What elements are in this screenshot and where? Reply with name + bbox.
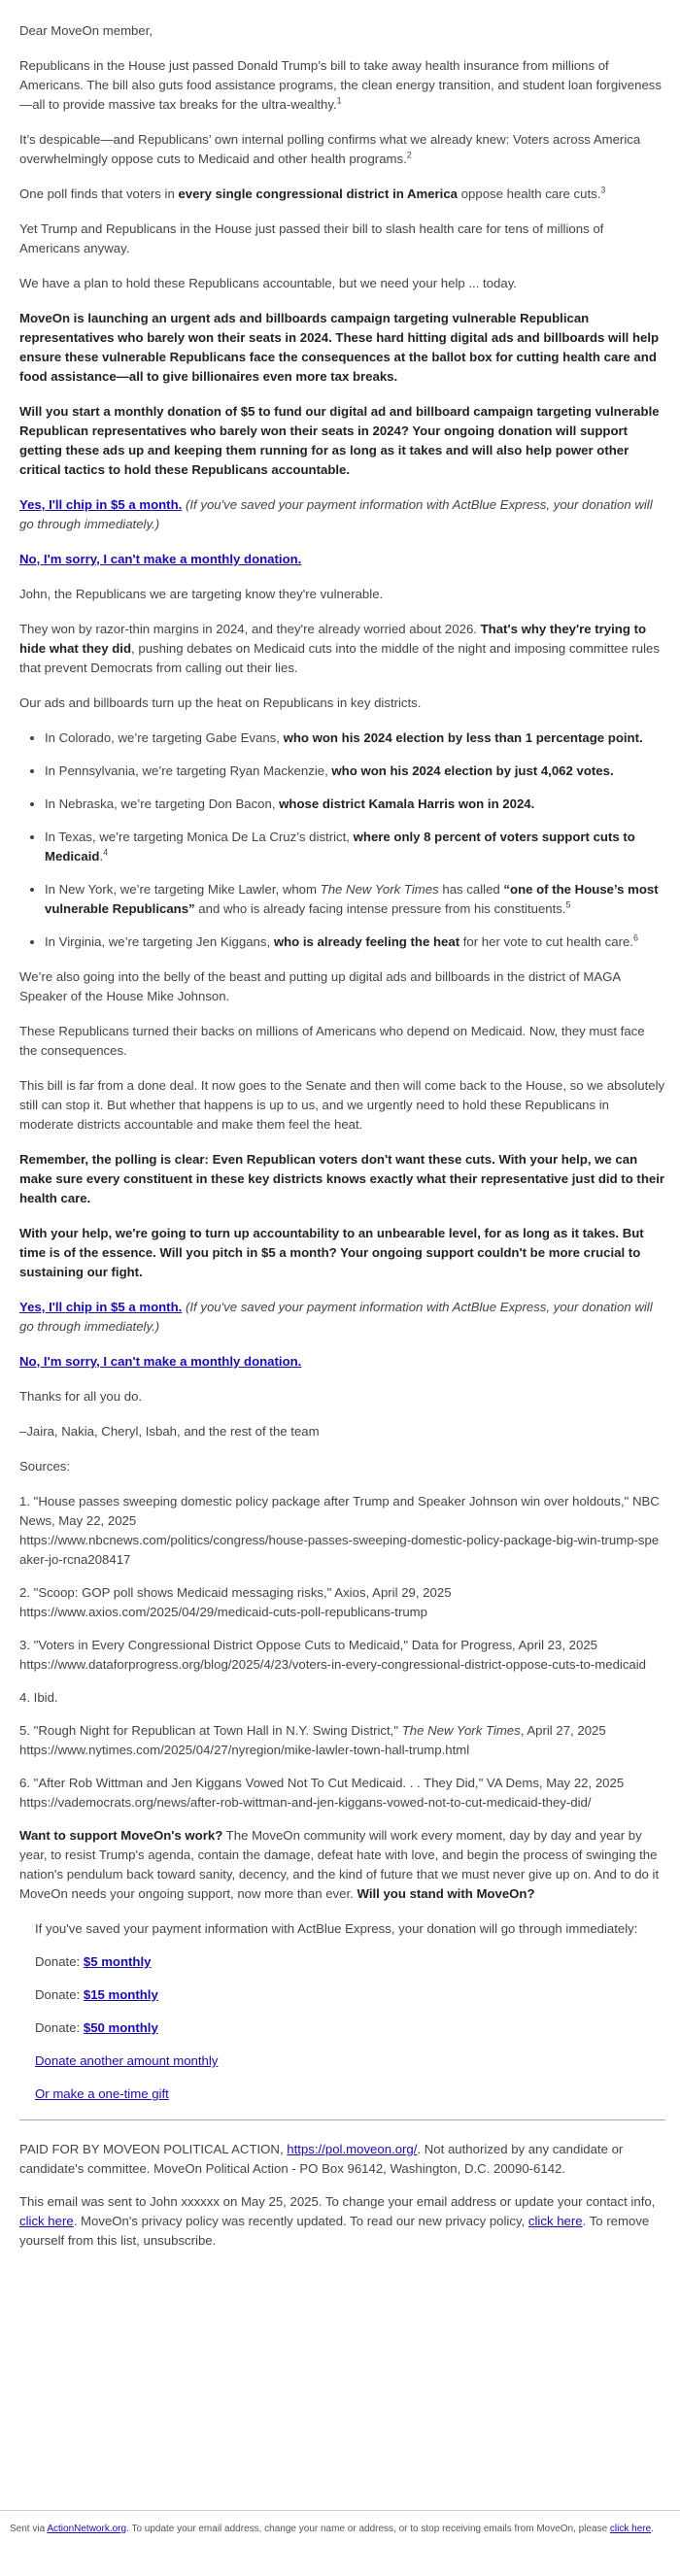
emphasis: Want to support MoveOn's work? <box>19 1828 223 1843</box>
text: One poll finds that voters in <box>19 186 179 201</box>
text: . MoveOn's privacy policy was recently updated. To read our new privacy policy, <box>73 2214 528 2228</box>
text: for her vote to cut health care. <box>459 934 633 949</box>
list-item <box>45 729 665 748</box>
footnote-ref: 3 <box>600 185 606 195</box>
footnote-ref: 5 <box>565 899 571 910</box>
paragraph-ask <box>19 402 665 480</box>
privacy-policy-link[interactable]: click here <box>527 2214 583 2228</box>
paragraph-support <box>19 1826 665 1904</box>
donate-row <box>35 1952 665 1972</box>
footnote-ref: 6 <box>632 932 638 943</box>
emphasis: where only 8 percent of voters support cuts to Medicaid <box>45 830 635 864</box>
source-text: 1. "House passes sweeping domestic policy package after Trump and Speaker Johnson win over holdouts," NBC News, May 22, 2025 <box>19 1494 660 1528</box>
text: In New York, we’re targeting Mike Lawler, whom <box>45 882 321 897</box>
donate-prefix: Donate: <box>35 2020 84 2035</box>
paragraph-text: It’s despicable—and Republicans’ own internal polling confirms what we already knew: Voters across America overwhelmingly oppose cuts to Medicaid and other health programs. <box>19 132 641 166</box>
donate-other-row <box>35 2051 665 2071</box>
text: Sent via <box>10 2524 48 2534</box>
source-text: 3. "Voters in Every Congressional District Oppose Cuts to Medicaid," Data for Progress, April 23, 2025 <box>19 1638 598 1652</box>
donate-5-monthly-link[interactable]: $5 monthly <box>83 1954 152 1969</box>
donate-15-monthly-link[interactable]: $15 monthly <box>83 1987 158 2002</box>
paragraph-accountability <box>19 1224 665 1282</box>
list-item <box>45 880 665 919</box>
emphasis: Will you stand with MoveOn? <box>357 1886 535 1901</box>
text: . <box>651 2524 654 2534</box>
emphasis: With your help, we're going to turn up accountability to an unbearable level, for as long as it takes. But time is of the essence. Will you pitch in $5 a month? Your ongoing support couldn't be more crucial to sustaining our fight. <box>19 1226 644 1279</box>
one-time-gift-link[interactable]: Or make a one-time gift <box>35 2086 169 2101</box>
list-item <box>45 795 665 814</box>
paragraph-polling <box>19 130 665 169</box>
text: The MoveOn community will work every moment, day by day and year by year, to resist Trump's agenda, contain the damage, defeat hate with love, and begin the process of swinging the nation's pendulum back toward sanity, decency, and the kind of future that we must never give up on. And to do it MoveOn needs your ongoing support, now more than ever. <box>19 1828 660 1901</box>
source-text: , April 27, 2025 <box>520 1723 606 1738</box>
moveon-pol-link[interactable]: https://pol.moveon.org/ <box>287 2142 418 2156</box>
paragraph-razor-thin <box>19 620 665 678</box>
paragraph-bill-passed <box>19 56 665 115</box>
source-item <box>19 1721 665 1760</box>
paid-for-disclaimer <box>19 2140 665 2179</box>
donate-row <box>35 1985 665 2005</box>
source-url: https://www.nytimes.com/2025/04/27/nyregion/mike-lawler-town-hall-trump.html <box>19 1743 470 1757</box>
signoff: –Jaira, Nakia, Cheryl, Isbah, and the rest of the team <box>19 1424 320 1439</box>
donate-amounts <box>35 1952 665 2038</box>
source-url: https://www.nbcnews.com/politics/congress/house-passes-sweeping-domestic-policy-package-big-win-trump-speaker-jo-rcna208417 <box>19 1533 660 1567</box>
emphasis: “one of the House’s most vulnerable Republicans” <box>45 882 659 916</box>
source-item <box>19 1583 665 1622</box>
email-footer <box>19 2140 665 2251</box>
text: . <box>99 849 104 864</box>
source-text: 2. "Scoop: GOP poll shows Medicaid messaging risks," Axios, April 29, 2025 <box>19 1585 452 1600</box>
emphasis: who won his 2024 election by less than 1 percentage point. <box>283 730 643 745</box>
source-text: 6. "After Rob Wittman and Jen Kiggans Vowed Not To Cut Medicaid. . . They Did," VA Dems, May 22, 2025 <box>19 1776 625 1790</box>
source-item <box>19 1492 665 1570</box>
emphasis: MoveOn is launching an urgent ads and billboards campaign targeting vulnerable Republican representatives who barely won their seats in 2024. These hard hitting digital ads and billboards will help ensure these vulnerable Republicans face the consequences at the ballot box for cutting health care and food assistance—all to give billionaires even more tax breaks. <box>19 311 660 384</box>
source-item <box>19 1774 665 1813</box>
paragraph-campaign <box>19 309 665 387</box>
source-text: 5. "Rough Night for Republican at Town Hall in N.Y. Swing District," <box>19 1723 402 1738</box>
footnote-ref: 2 <box>406 150 412 160</box>
email-notice <box>19 2192 665 2251</box>
no-donate-link[interactable]: No, I'm sorry, I can't make a monthly donation. <box>19 1354 302 1369</box>
cta-yes-line-2 <box>19 1298 665 1337</box>
divider <box>19 2119 665 2120</box>
publication: The New York Times <box>401 1723 521 1738</box>
paragraph-ads-intro: Our ads and billboards turn up the heat on Republicans in key districts. <box>19 695 422 710</box>
emphasis: Will you start a monthly donation of $5 to fund our digital ad and billboard campaign targeting vulnerable Republican representatives who barely won their seats in 2024? Your ongoing donation will support getting these ads up and keeping them running for as long as it takes and will also help power other critical tactics to hold these Republicans accountable. <box>19 404 660 477</box>
donate-prefix: Donate: <box>35 1954 84 1969</box>
publication: The New York Times <box>320 882 439 897</box>
text: oppose health care cuts. <box>458 186 601 201</box>
donate-prefix: Donate: <box>35 1987 84 2002</box>
emphasis: who won his 2024 election by just 4,062 votes. <box>331 763 614 778</box>
text: PAID FOR BY MOVEON POLITICAL ACTION, <box>19 2142 288 2156</box>
yes-donate-link[interactable]: Yes, I'll chip in $5 a month. <box>19 1300 183 1314</box>
text: has called <box>438 882 504 897</box>
cta-no-line-2 <box>19 1352 665 1372</box>
text: In Colorado, we’re targeting Gabe Evans, <box>45 730 284 745</box>
sources-list <box>19 1492 665 1813</box>
donate-onetime-row <box>35 2085 665 2104</box>
action-network-footer <box>0 2510 680 2536</box>
paragraph-text: Republicans in the House just passed Donald Trump’s bill to take away health insurance from millions of Americans. The bill also guts food assistance programs, the clean energy transition, and student loan forgiveness—all to provide massive tax breaks for the ultra-wealthy. <box>19 58 662 112</box>
paragraph-vulnerable: John, the Republicans we are targeting know they're vulnerable. <box>19 587 384 601</box>
donate-other-amount-link[interactable]: Donate another amount monthly <box>35 2053 219 2068</box>
list-item <box>45 932 665 952</box>
actblue-note: (If you've saved your payment information with ActBlue Express, your donation will go through immediately.) <box>19 1300 653 1334</box>
paragraph-poll-district <box>19 185 665 204</box>
paragraph-not-done: This bill is far from a done deal. It now goes to the Senate and then will come back to the House, so we absolutely still can stop it. But whether that happens is up to us, and we urgently need to hold these Republicans in moderate districts accountable and make them feel the heat. <box>19 1078 665 1132</box>
paragraph-plan: We have a plan to hold these Republicans accountable, but we need your help ... today. <box>19 276 517 290</box>
paragraph-consequences: These Republicans turned their backs on millions of Americans who depend on Medicaid. Now, they must face the consequences. <box>19 1024 645 1058</box>
source-url: https://www.dataforprogress.org/blog/2025/4/23/voters-in-every-congressional-district-oppose-cuts-to-medicaid <box>19 1657 647 1672</box>
text: In Virginia, we’re targeting Jen Kiggans, <box>45 934 274 949</box>
paragraph-passed-anyway: Yet Trump and Republicans in the House just passed their bill to slash health care for tens of millions of Americans anyway. <box>19 221 604 255</box>
cta-no-line <box>19 550 665 569</box>
greeting: Dear MoveOn member, <box>19 23 153 38</box>
emphasis: Remember, the polling is clear: Even Republican voters don't want these cuts. With your help, we can make sure every constituent in these key districts knows exactly what their representative just did to their health care. <box>19 1152 664 1205</box>
text: . To update your email address, change your name or address, or to stop receiving emails from MoveOn, please <box>126 2524 610 2534</box>
text: This email was sent to John xxxxxx on May 25, 2025. To change your email address or update your contact info, <box>19 2194 656 2209</box>
source-url: https://www.axios.com/2025/04/29/medicaid-cuts-poll-republicans-trump <box>19 1605 427 1619</box>
text: In Nebraska, we’re targeting Don Bacon, <box>45 797 280 811</box>
text: . Not authorized by any candidate or candidate's committee. MoveOn Political Action - PO Box 96142, Washington, D.C. 20090-6142. <box>19 2142 624 2176</box>
emphasis: every single congressional district in America <box>178 186 459 201</box>
no-donate-link[interactable]: No, I'm sorry, I can't make a monthly donation. <box>19 552 302 566</box>
text: , pushing debates on Medicaid cuts into the middle of the night and imposing committee rules that prevent Democrats from calling out their lies. <box>19 641 660 675</box>
cta-yes-line <box>19 495 665 534</box>
email-body <box>19 21 665 2264</box>
text: In Texas, we’re targeting Monica De La Cruz’s district, <box>45 830 354 844</box>
sources-label: Sources: <box>19 1459 71 1474</box>
source-item <box>19 1636 665 1675</box>
donate-box <box>35 1919 665 2104</box>
thanks: Thanks for all you do. <box>19 1389 143 1404</box>
emphasis: who is already feeling the heat <box>273 934 460 949</box>
list-item <box>45 828 665 866</box>
source-url: https://vademocrats.org/news/after-rob-wittman-and-jen-kiggans-vowed-not-to-cut-medicaid-they-did/ <box>19 1795 592 1810</box>
footnote-ref: 1 <box>336 95 342 106</box>
emphasis: That's why they're trying to hide what they did <box>19 622 647 656</box>
footnote-ref: 4 <box>103 847 109 858</box>
text: . To remove yourself from this list, unsubscribe. <box>19 2214 650 2248</box>
source-item: 4. Ibid. <box>19 1690 58 1705</box>
donate-50-monthly-link[interactable]: $50 monthly <box>83 2020 158 2035</box>
donate-intro: If you've saved your payment information with ActBlue Express, your donation will go through immediately: <box>35 1921 638 1936</box>
donate-row <box>35 2018 665 2038</box>
actblue-note: (If you've saved your payment information with ActBlue Express, your donation will go through immediately.) <box>19 497 653 531</box>
update-contact-link[interactable]: click here <box>19 2214 74 2228</box>
yes-donate-link[interactable]: Yes, I'll chip in $5 a month. <box>19 497 183 512</box>
text: and who is already facing intense pressure from his constituents. <box>194 901 566 916</box>
target-list <box>19 729 665 952</box>
list-item <box>45 762 665 781</box>
emphasis: whose district Kamala Harris won in 2024. <box>279 797 535 811</box>
unsubscribe-link[interactable]: click here <box>609 2524 652 2534</box>
text: They won by razor-thin margins in 2024, and they're already worried about 2026. <box>19 622 481 636</box>
text: In Pennsylvania, we’re targeting Ryan Mackenzie, <box>45 763 332 778</box>
action-network-link[interactable]: ActionNetwork.org <box>47 2524 127 2534</box>
paragraph-speaker: We’re also going into the belly of the beast and putting up digital ads and billboards in the district of MAGA Speaker of the House Mike Johnson. <box>19 969 621 1003</box>
paragraph-polling-clear <box>19 1150 665 1208</box>
